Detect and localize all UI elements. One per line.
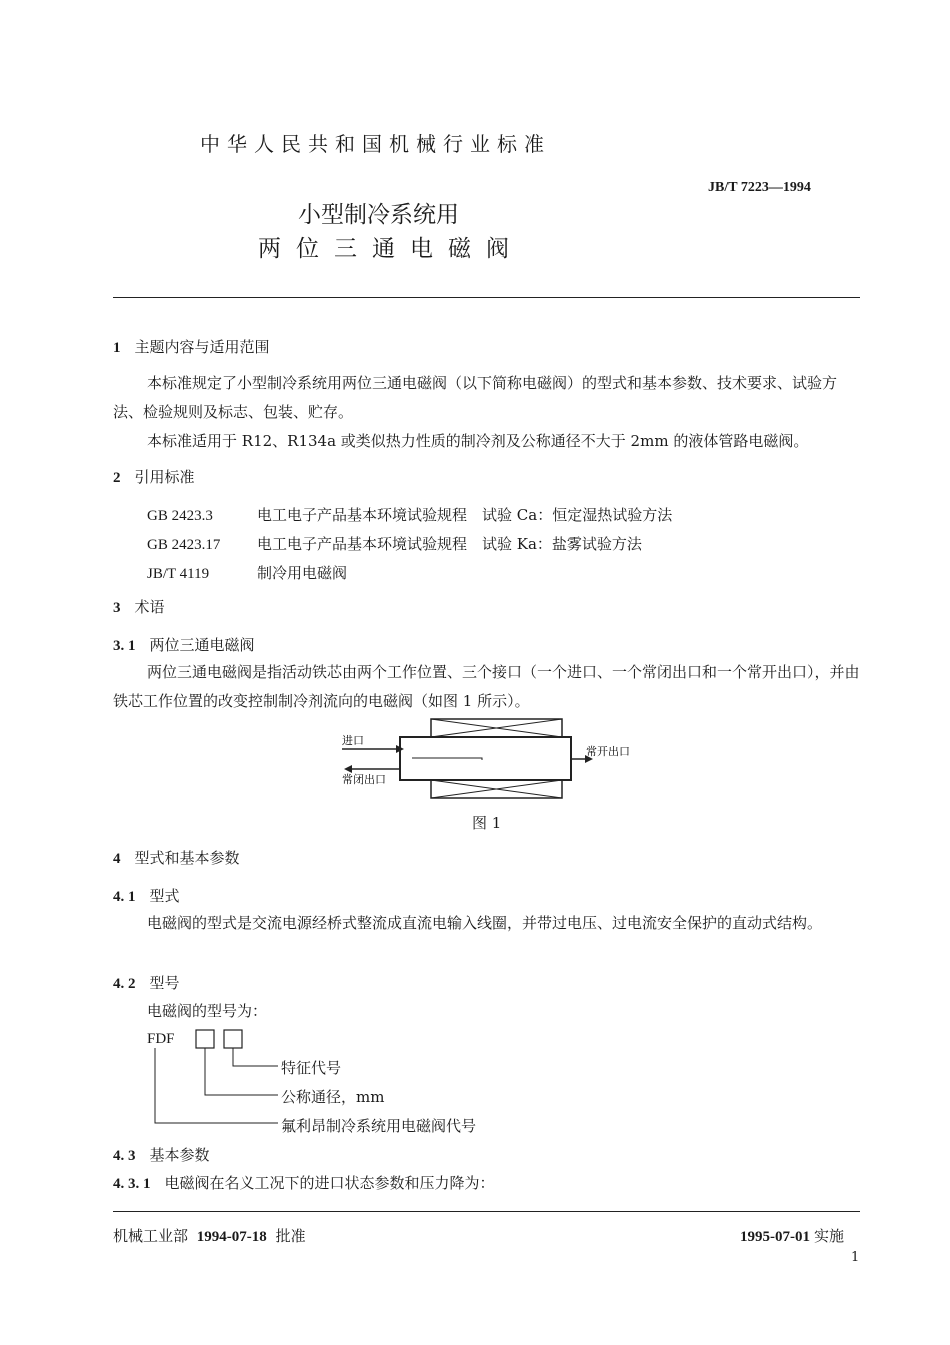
approval-info bbox=[113, 1225, 306, 1246]
section-1-paragraph-2: 本标准适用于 R12、R134a 或类似热力性质的制冷剂及公称通径不大于 2mm 的液体管路电磁阀。 bbox=[147, 432, 809, 450]
plunger-core bbox=[412, 758, 482, 760]
section-4-number: 4 bbox=[113, 851, 121, 867]
section-2-number: 2 bbox=[113, 470, 121, 486]
reference-code: GB 2423.17 bbox=[147, 537, 221, 553]
section-1-heading bbox=[113, 336, 270, 357]
model-box-feature bbox=[224, 1030, 242, 1048]
model-label-feature-code: 特征代号 bbox=[281, 1059, 342, 1077]
reference-item bbox=[147, 504, 672, 525]
model-prefix: FDF bbox=[147, 1031, 175, 1047]
approval-label: 批准 bbox=[275, 1227, 306, 1245]
section-4-3-1-text: 电磁阀在名义工况下的进口状态参数和压力降为： bbox=[164, 1174, 495, 1192]
section-2-title: 引用标准 bbox=[134, 468, 195, 486]
reference-item bbox=[147, 533, 642, 554]
label-nc-outlet: 常闭出口 bbox=[342, 773, 386, 786]
section-4-3-1-heading bbox=[113, 1172, 495, 1193]
model-designation-lines bbox=[150, 1028, 280, 1128]
reference-desc: 电工电子产品基本环境试验规程 试验 Ca：恒定湿热试验方法 bbox=[257, 506, 673, 524]
figure-1-valve-diagram bbox=[330, 712, 650, 812]
reference-desc: 电工电子产品基本环境试验规程 试验 Ka：盐雾试验方法 bbox=[257, 535, 642, 553]
model-label-series-code: 氟利昂制冷系统用电磁阀代号 bbox=[281, 1117, 477, 1135]
figure-1-caption: 图 1 bbox=[472, 814, 502, 832]
section-4-1-heading bbox=[113, 885, 180, 906]
section-4-3-title: 基本参数 bbox=[149, 1146, 210, 1164]
reference-item bbox=[147, 562, 347, 583]
section-3-1-number: 3. 1 bbox=[113, 638, 136, 654]
reference-code: JB/T 4119 bbox=[147, 566, 210, 582]
section-4-3-heading bbox=[113, 1144, 210, 1165]
coil-top bbox=[431, 719, 562, 737]
implementation-info bbox=[740, 1225, 844, 1246]
section-4-1-paragraph: 电磁阀的型式是交流电源经桥式整流成直流电输入线圈，并带过电压、过电流安全保护的直动式结构。 bbox=[147, 914, 823, 932]
coil-bottom bbox=[431, 780, 562, 798]
section-3-title: 术语 bbox=[134, 598, 165, 616]
section-3-number: 3 bbox=[113, 600, 121, 616]
section-4-1-title: 型式 bbox=[149, 887, 180, 905]
section-4-3-number: 4. 3 bbox=[113, 1148, 136, 1164]
section-3-1-title: 两位三通电磁阀 bbox=[149, 636, 255, 654]
section-3-1-paragraph: 两位三通电磁阀是指活动铁芯由两个工作位置、三个接口（一个进口、一个常闭出口和一个常开出口），并由铁芯工作位置的改变控制制冷剂流向的电磁阀（如图 1 所示）。 bbox=[113, 663, 860, 710]
page-number: 1 bbox=[851, 1250, 860, 1265]
section-4-heading bbox=[113, 847, 240, 868]
issuing-org-title: 中华人民共和国机械行业标准 bbox=[200, 132, 551, 156]
header-divider bbox=[113, 297, 860, 298]
footer-divider bbox=[113, 1211, 860, 1212]
section-1-paragraph-1: 本标准规定了小型制冷系统用两位三通电磁阀（以下简称电磁阀）的型式和基本参数、技术要求、试验方法、检验规则及标志、包装、贮存。 bbox=[113, 374, 838, 421]
section-1-number: 1 bbox=[113, 340, 121, 356]
doc-title-line1: 小型制冷系统用 bbox=[298, 202, 459, 228]
standard-number: JB/T 7223—1994 bbox=[708, 180, 811, 195]
section-4-2-heading bbox=[113, 972, 180, 993]
model-box-diameter bbox=[196, 1030, 214, 1048]
approval-date: 1994-07-18 bbox=[196, 1229, 267, 1245]
model-label-nominal-diameter: 公称通径，mm bbox=[281, 1088, 385, 1106]
section-4-3-1-number: 4. 3. 1 bbox=[113, 1176, 151, 1192]
model-intro: 电磁阀的型号为： bbox=[147, 1002, 268, 1020]
nc-outlet-arrow-icon bbox=[344, 765, 352, 773]
section-3-1-heading bbox=[113, 634, 255, 655]
section-1-title: 主题内容与适用范围 bbox=[134, 338, 270, 356]
implementation-label: 实施 bbox=[814, 1227, 845, 1245]
section-4-title: 型式和基本参数 bbox=[134, 849, 240, 867]
section-4-2-title: 型号 bbox=[149, 974, 180, 992]
label-no-outlet: 常开出口 bbox=[586, 745, 630, 758]
section-3-heading bbox=[113, 596, 165, 617]
section-4-2-number: 4. 2 bbox=[113, 976, 136, 992]
doc-title-line2: 两位三通电磁阀 bbox=[258, 236, 524, 262]
reference-desc: 制冷用电磁阀 bbox=[257, 564, 348, 582]
issuer: 机械工业部 bbox=[113, 1227, 189, 1245]
section-4-1-number: 4. 1 bbox=[113, 889, 136, 905]
section-2-heading bbox=[113, 466, 195, 487]
reference-code: GB 2423.3 bbox=[147, 508, 213, 524]
implementation-date: 1995-07-01 bbox=[740, 1229, 810, 1245]
label-inlet: 进口 bbox=[342, 734, 364, 747]
